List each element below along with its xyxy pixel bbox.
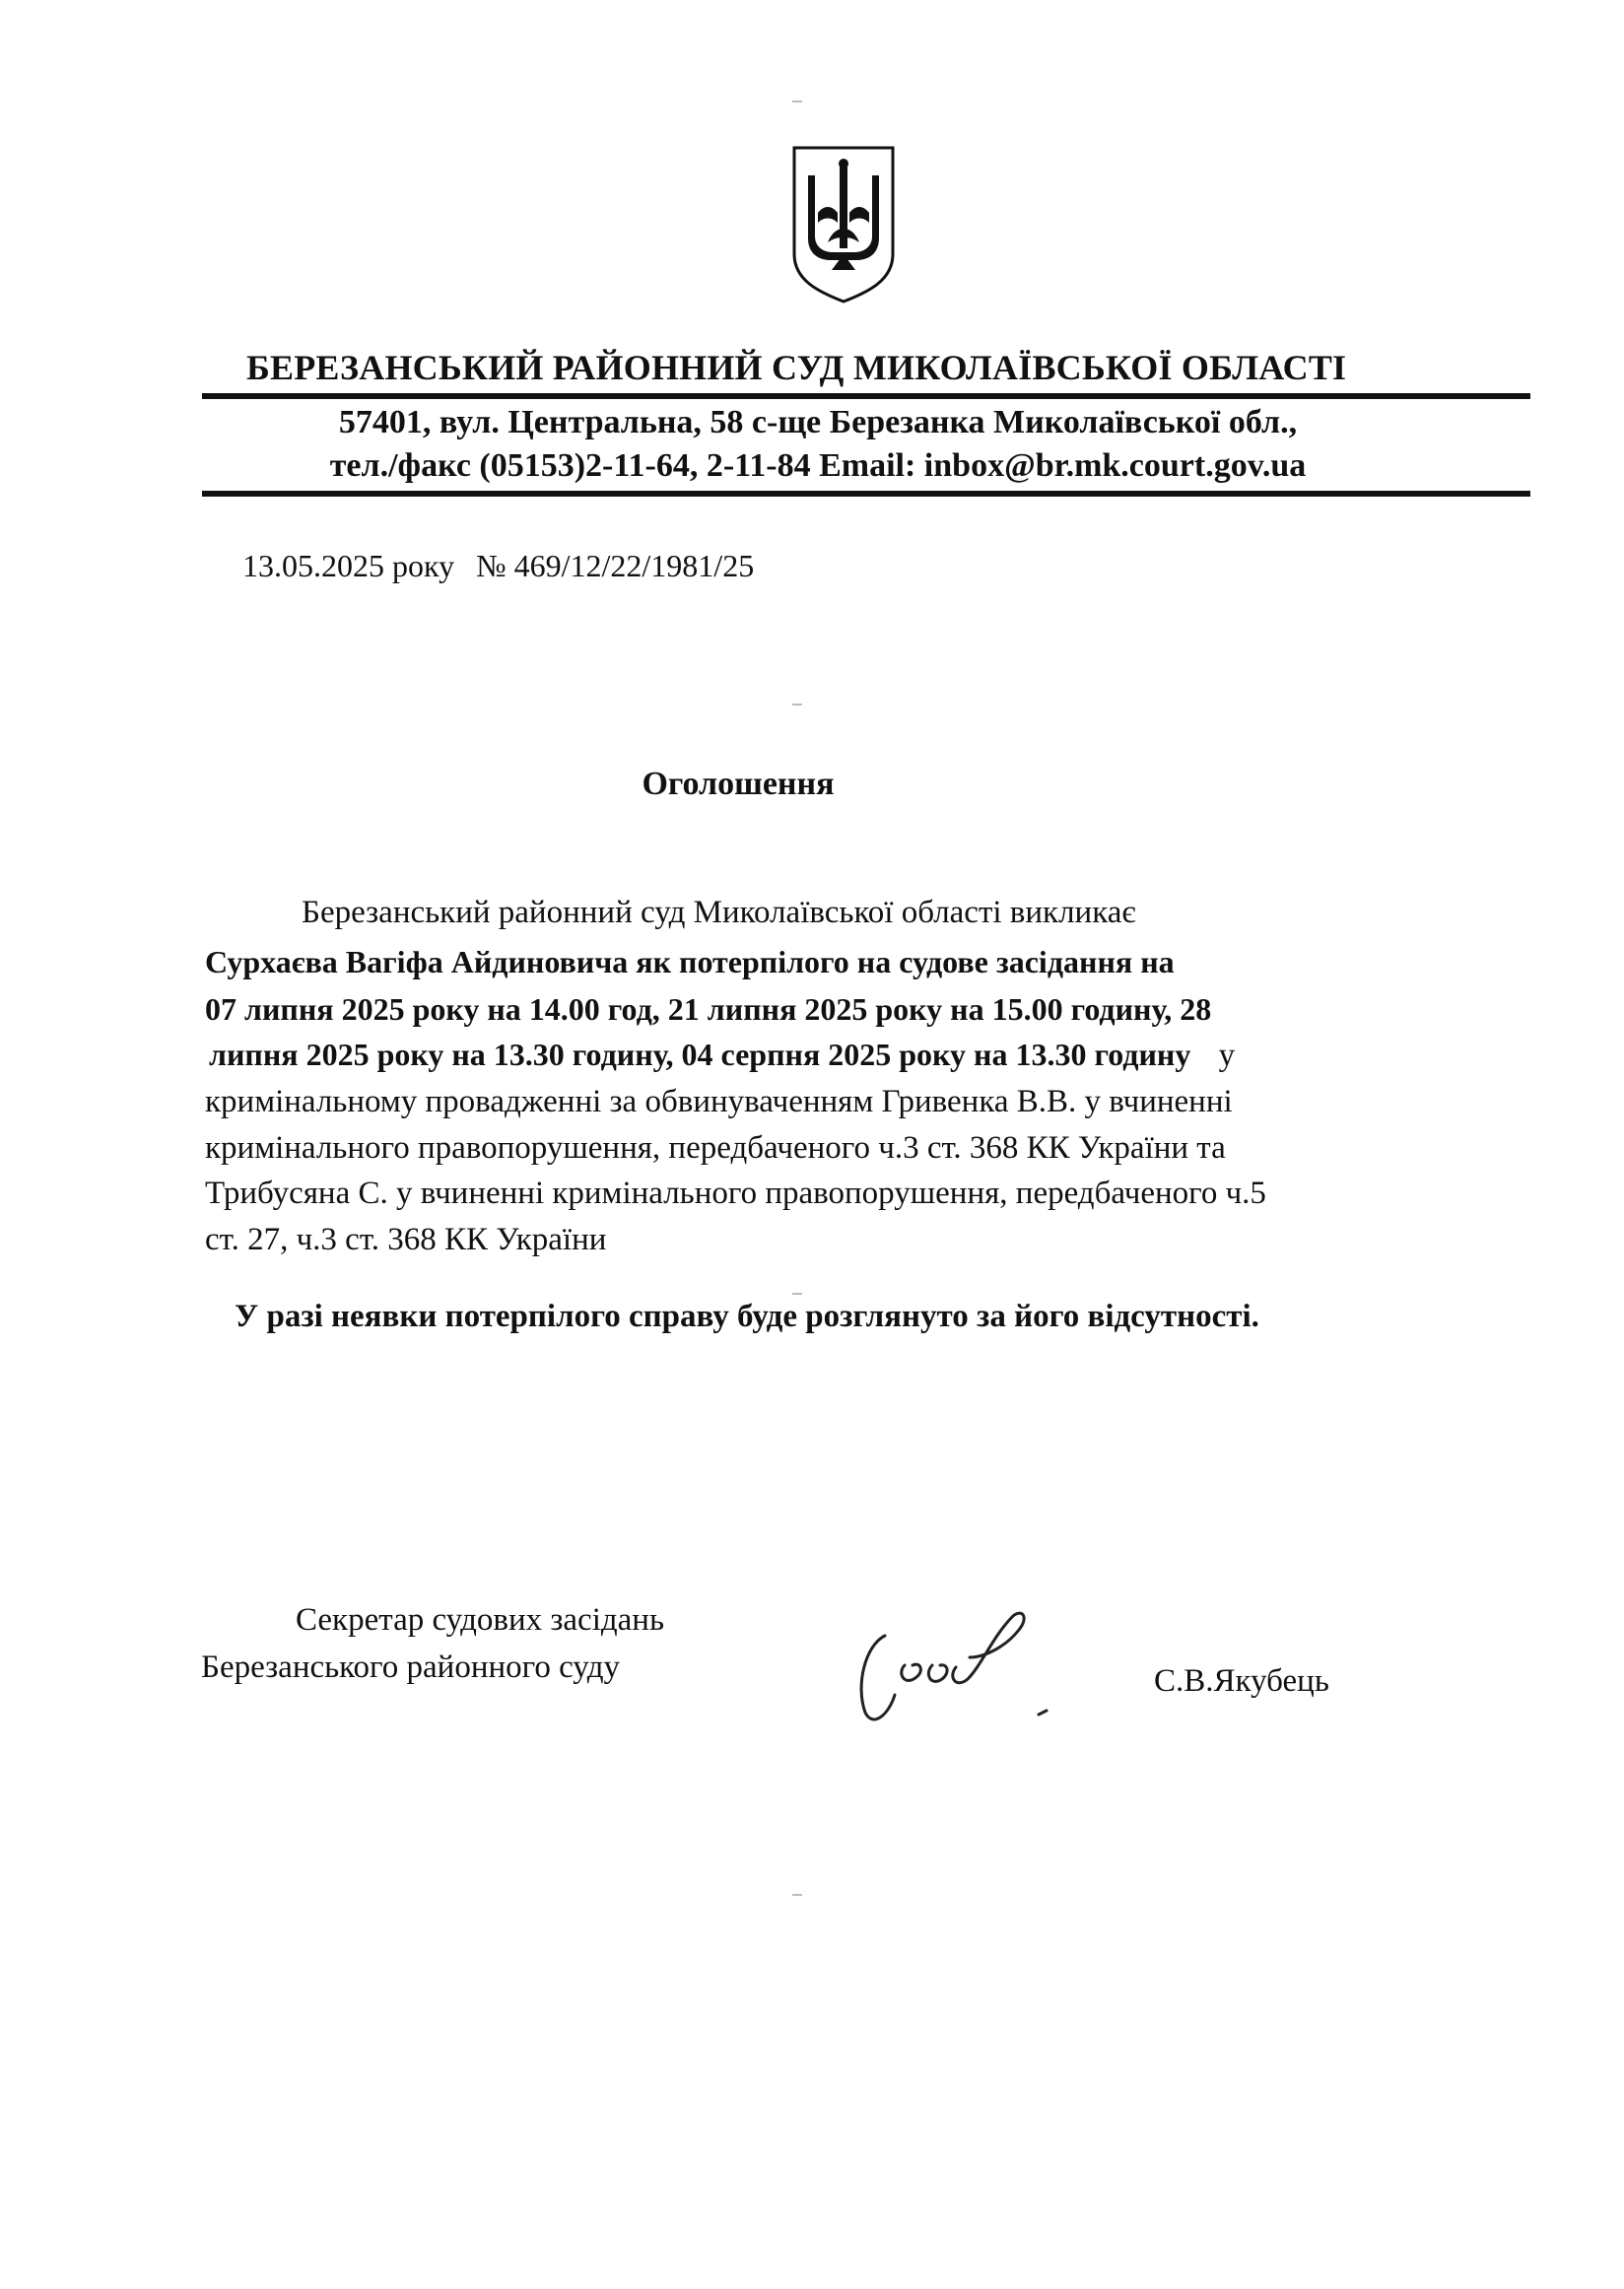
signer-position-line2: Березанського районного суду [201,1649,621,1685]
signer-position-line1: Секретар судових засідань [296,1602,665,1638]
body-line-6: кримінального правопорушення, передбаченого ч.3 ст. 368 КК України та [205,1130,1226,1166]
body-line-3: 07 липня 2025 року на 14.00 год, 21 липня 2025 року на 15.00 годину, 28 [205,991,1212,1027]
body-line-4-tail: у [1218,1038,1236,1073]
handwritten-signature-icon [846,1596,1112,1734]
document-date: 13.05.2025 року [242,548,455,583]
header-divider-top [202,393,1530,399]
scan-mark [792,704,802,706]
hearing-dates-continuation: липня 2025 року на 13.30 годину, 04 серпня 2025 року на 13.30 годину [209,1037,1191,1072]
absence-warning: У разі неявки потерпілого справу буде розглянуто за його відсутності. [235,1299,1259,1334]
coat-of-arms-icon [788,144,899,305]
court-address: 57401, вул. Центральна, 58 с-ще Березанка Миколаївської обл., [338,404,1298,440]
header-divider-bottom [202,491,1530,497]
body-line-8: ст. 27, ч.3 ст. 368 КК України [205,1222,607,1257]
scan-mark [792,1894,802,1896]
body-line-4 [209,1037,1235,1074]
scan-mark [792,101,802,102]
body-line-1: Березанський районний суд Миколаївської області викликає [302,895,1136,930]
body-line-5: кримінальному провадженні за обвинуваченням Гривенка В.В. у вчиненні [205,1084,1233,1119]
document-number: № 469/12/22/1981/25 [476,548,755,583]
document-reference [242,548,768,584]
signer-name: С.В.Якубець [1154,1663,1329,1699]
court-name-heading: БЕРЕЗАНСЬКИЙ РАЙОННИЙ СУД МИКОЛАЇВСЬКОЇ ОБЛАСТІ [246,348,1347,387]
court-contacts: тел./факс (05153)2-11-64, 2-11-84 Email: inbox@br.mk.court.gov.ua [329,447,1307,484]
document-title: Оголошення [642,766,835,802]
body-line-7: Трибусяна С. у вчиненні кримінального правопорушення, передбаченого ч.5 [205,1176,1266,1211]
body-line-2: Сурхаєва Вагіфа Айдиновича як потерпілого на судове засідання на [205,944,1175,979]
scan-mark [792,1293,802,1295]
